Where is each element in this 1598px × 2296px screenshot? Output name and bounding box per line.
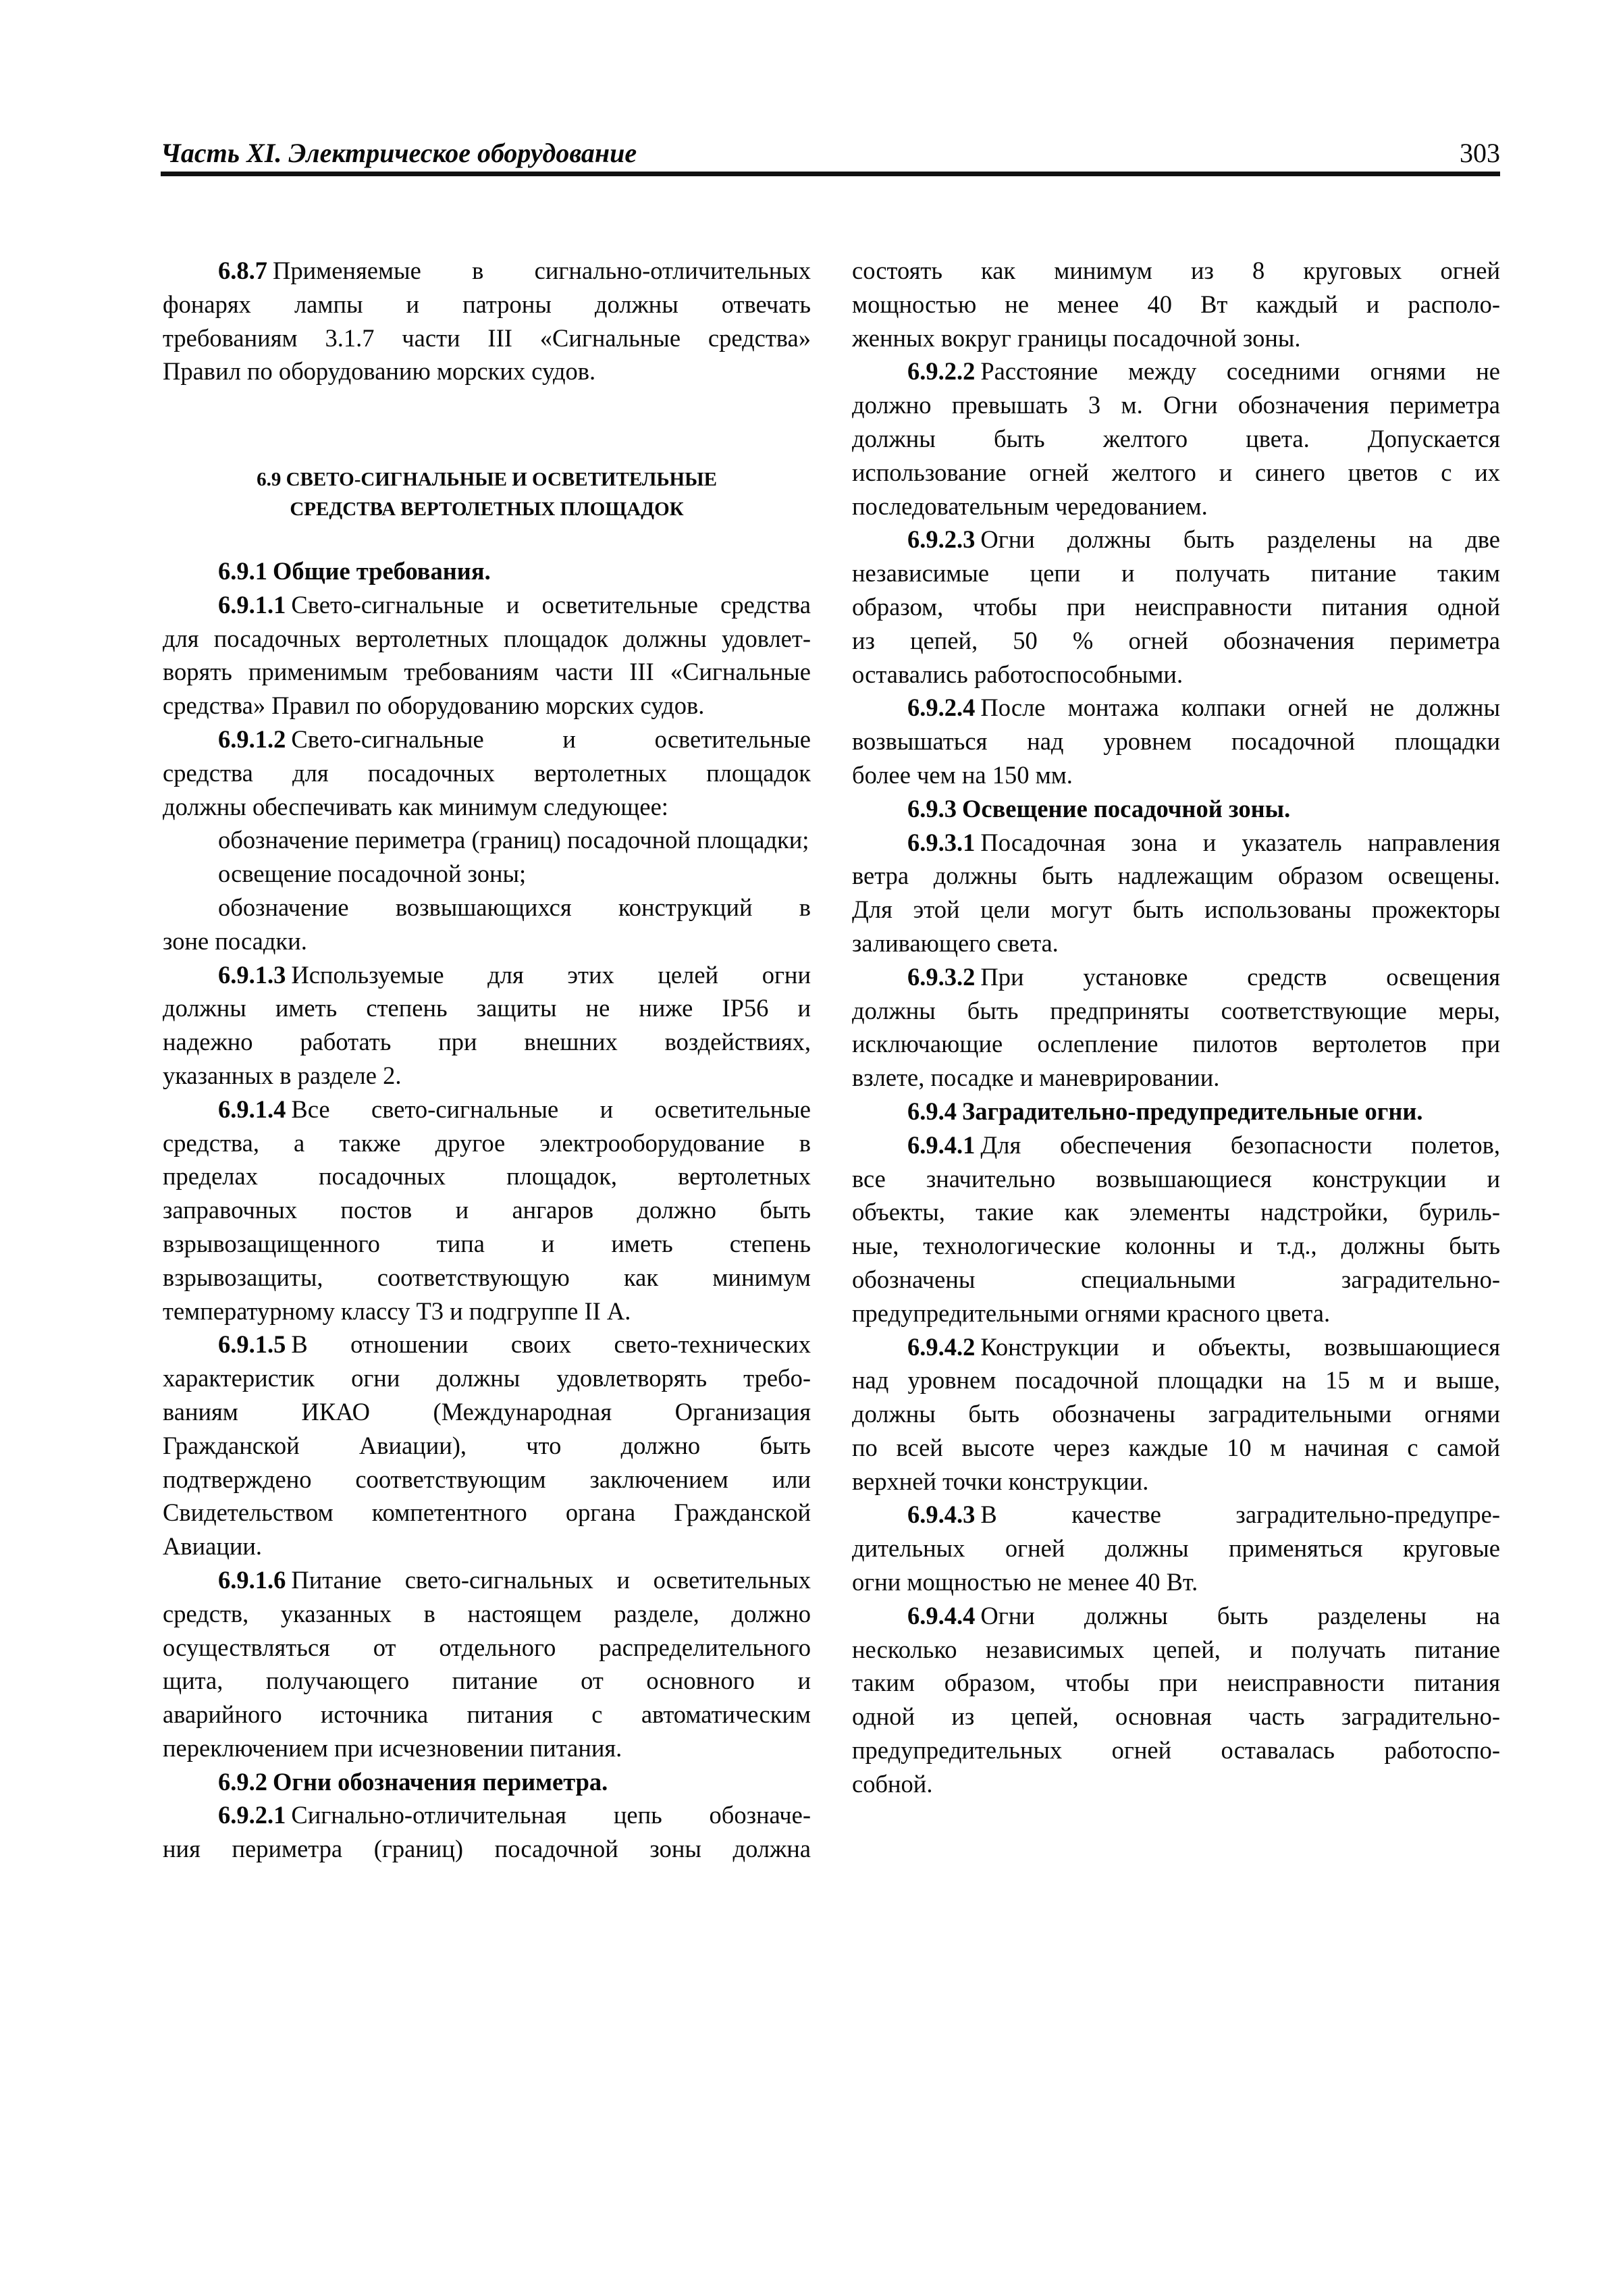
text-line [163,655,811,689]
paragraph [163,1563,811,1765]
line-text: должны иметь степень защиты не ниже IP56 и [163,994,811,1022]
clause-number: 6.9.3.2 [907,962,976,991]
paragraph [163,891,811,958]
clause-number: 6.9.1.5 [218,1330,286,1359]
text-line [163,857,811,891]
line-text: исключающие ослепление пилотов вертолетов при [852,1030,1500,1058]
line-text: должны быть предприняты соответствующие меры, [852,996,1500,1024]
text-line [163,1159,811,1193]
line-text: последовательным чередованием. [852,492,1208,520]
line-text: Используемые для этих целей огни [291,960,811,989]
text-line [163,891,811,924]
paragraph [852,1330,1500,1498]
text-line [163,756,811,790]
paragraph [852,960,1500,1095]
text-line [852,758,1500,792]
subsection-number: 6.9.1 [218,557,267,585]
text-line [163,254,811,288]
subsection-number: 6.9.3 [907,794,957,823]
running-header-title: Часть XI. Электрическое оборудование [161,138,637,168]
subsection-heading [852,1095,1500,1128]
text-line [852,355,1500,388]
text-line [163,622,811,656]
line-text: дительных огней должны применяться круговые [852,1534,1500,1563]
text-line [163,1059,811,1093]
text-line [852,1061,1500,1095]
text-line [852,1633,1500,1667]
line-text: переключением при исчезновении питания. [163,1733,622,1762]
line-text: несколько независимых цепей, и получать питание [852,1635,1500,1663]
line-text: заливающего света. [852,929,1059,957]
paragraph [163,823,811,857]
paragraph [163,1328,811,1563]
section-heading [163,465,811,524]
paragraph [163,857,811,891]
line-text: Питание свето-сигнальных и осветительных [291,1565,811,1594]
text-line [163,1463,811,1496]
text-line [852,994,1500,1028]
text-line [163,355,811,388]
line-text: аварийного источника питания с автоматическим [163,1700,811,1729]
subsection-title: Общие требования. [273,557,491,585]
line-text: Посадочная зона и указатель направления [980,828,1500,856]
text-line [852,1330,1500,1364]
line-text: Для этой цели могут быть использованы прожекторы [852,895,1500,924]
text-line [163,588,811,622]
line-text: средств, указанных в настоящем разделе, должно [163,1599,811,1627]
subsection-number: 6.9.4 [907,1097,957,1125]
text-line [852,1565,1500,1599]
subsection-title: Огни обозначения периметра. [273,1767,608,1796]
text-line [852,927,1500,960]
text-line [163,1832,811,1866]
text-line [852,658,1500,692]
line-text: огни мощностью не менее 40 Вт. [852,1568,1198,1596]
text-line [852,523,1500,556]
paragraph [163,958,811,1093]
line-text: таким образом, чтобы при неисправности питания [852,1669,1500,1697]
clause-number: 6.9.1.2 [218,725,286,753]
text-line [852,254,1500,288]
text-line [163,1126,811,1160]
text-line [163,1563,811,1597]
line-text: оставались работоспособными. [852,660,1183,688]
subsection-heading [852,792,1500,826]
paragraph [852,691,1500,791]
line-text: для посадочных вертолетных площадок должны удовлет- [163,624,811,652]
line-text: использование огней желтого и синего цветов с их [852,458,1500,486]
line-text: более чем на 150 мм. [852,760,1073,789]
clause-number: 6.9.4.2 [907,1332,976,1361]
clause-number: 6.9.1.6 [218,1565,286,1594]
paragraph [163,588,811,723]
line-text: характеристик огни должны удовлетворять требо- [163,1364,811,1392]
line-text: Гражданской Авиации), что должно быть [163,1431,811,1459]
text-line [852,1498,1500,1532]
text-line [163,689,811,723]
text-line [163,1664,811,1698]
line-text: возвышаться над уровнем посадочной площадки [852,727,1500,756]
text-line [852,490,1500,523]
text-line [163,924,811,958]
paragraph [852,826,1500,960]
paragraph [852,1128,1500,1330]
line-text: все значительно возвышающиеся конструкции и [852,1164,1500,1193]
clause-number: 6.9.2.2 [907,357,976,386]
line-text: Авиации. [163,1532,263,1561]
paragraph [852,523,1500,691]
text-line [163,1361,811,1395]
paragraph [852,1599,1500,1801]
line-text: Свидетельством компетентного органа Гражданской [163,1498,811,1527]
line-text: пределах посадочных площадок, вертолетных [163,1162,811,1191]
text-line [163,321,811,355]
text-line [852,1195,1500,1229]
line-text: освещение посадочной зоны; [218,860,527,888]
line-text: ветра должны быть надлежащим образом освещены. [852,862,1500,890]
line-text: ворять применимым требованиям части III «Сигнальные [163,658,811,686]
text-line [852,1397,1500,1431]
text-line [163,1093,811,1126]
text-line [852,1700,1500,1733]
text-line [852,826,1500,860]
text-line [163,790,811,824]
clause-number: 6.9.4.1 [907,1130,976,1159]
text-line [163,1798,811,1832]
line-text: указанных в разделе 2. [163,1061,402,1089]
line-text: средства, а также другое электрооборудование в [163,1128,811,1157]
line-text: должно превышать 3 м. Огни обозначения периметра [852,391,1500,419]
text-line [852,1229,1500,1263]
section-heading-line: СРЕДСТВА ВЕРТОЛЕТНЫХ ПЛОЩАДОК [290,498,684,520]
line-text: После монтажа колпаки огней не должны [980,694,1500,722]
text-line [852,590,1500,624]
subsection-title: Освещение посадочной зоны. [962,794,1291,823]
subsection-heading [163,554,811,588]
text-line [163,1530,811,1563]
clause-number: 6.9.1.1 [218,590,286,619]
page-number: 303 [1460,138,1500,168]
line-text: одной из цепей, основная часть заградительно- [852,1702,1500,1731]
paragraph [852,1498,1500,1598]
text-line [163,1631,811,1665]
clause-number: 6.9.4.3 [907,1501,976,1529]
line-text: осуществляться от отдельного распределительного [163,1633,811,1661]
left-column [163,554,811,1866]
line-text: средства» Правил по оборудованию морских судов. [163,692,705,720]
line-text: Расстояние между соседними огнями не [980,357,1500,386]
line-text: объекты, такие как элементы надстройки, буриль- [852,1198,1500,1226]
line-text: ные, технологические колонны и т.д., должны быть [852,1232,1500,1260]
line-text: температурному классу Т3 и подгруппе II А. [163,1297,631,1325]
line-text: В качестве заградительно-предупре- [980,1501,1500,1529]
line-text: Огни должны быть разделены на две [980,525,1500,554]
line-text: из цепей, 50 % огней обозначения периметра [852,626,1500,654]
line-text: образом, чтобы при неисправности питания одной [852,592,1500,621]
right-column [852,254,1500,1801]
line-text: ваниям ИКАО (Международная Организация [163,1397,811,1426]
paragraph [163,1798,811,1866]
line-text: Конструкции и объекты, возвышающиеся [980,1332,1500,1361]
text-line [852,1532,1500,1565]
text-line [163,1261,811,1295]
text-line [163,991,811,1025]
line-text: При установке средств освещения [980,962,1500,991]
line-text: взрывозащиты, соответствующую как минимум [163,1263,811,1291]
text-line [852,1363,1500,1397]
line-text: мощностью не менее 40 Вт каждый и располо- [852,290,1500,318]
text-line [163,1429,811,1463]
text-line [163,1328,811,1361]
text-line [852,893,1500,927]
subsection-number: 6.9.2 [218,1767,267,1796]
line-text: Свето-сигнальные и осветительные средства [291,590,811,619]
paragraph [852,254,1500,355]
clause-number: 6.9.1.3 [218,960,286,989]
line-text: предупредительных огней оставалась работоспо- [852,1736,1500,1765]
clause-number: 6.9.2.1 [218,1801,286,1829]
text-line [852,1431,1500,1465]
paragraph [852,355,1500,523]
text-line [852,288,1500,321]
clause-number: 6.8.7 [218,257,267,284]
line-text: Применяемые в сигнально-отличительных [273,257,811,284]
line-text: обозначены специальными заградительно- [852,1265,1500,1293]
text-line [852,1666,1500,1700]
text-line [852,1465,1500,1498]
paragraph [163,1093,811,1328]
text-line [163,1025,811,1059]
line-text: Свето-сигнальные и осветительные [291,725,811,753]
line-text: должны быть желтого цвета. Допускается [852,424,1500,452]
text-line [163,1295,811,1328]
line-text: обозначение возвышающихся конструкций в [218,893,811,921]
line-text: взлете, посадке и маневрировании. [852,1064,1220,1092]
text-line [852,1263,1500,1297]
line-text: ния периметра (границ) посадочной зоны должна [163,1835,811,1863]
line-text: заправочных постов и ангаров должно быть [163,1196,811,1224]
text-line [163,958,811,992]
text-line [852,960,1500,994]
text-line [852,1767,1500,1801]
clause-number: 6.9.3.1 [907,828,976,856]
clause-number: 6.9.2.4 [907,694,976,722]
subsection-title: Заградительно-предупредительные огни. [962,1097,1423,1125]
paragraph [163,254,811,388]
line-text: должны обеспечивать как минимум следующее: [163,792,668,820]
text-line [163,1193,811,1227]
text-line [163,823,811,857]
text-line [852,556,1500,590]
line-text: требованиям 3.1.7 части III «Сигнальные средства» [163,323,811,352]
text-line [852,388,1500,422]
text-line [852,691,1500,725]
line-text: над уровнем посадочной площадки на 15 м и выше, [852,1366,1500,1394]
line-text: надежно работать при внешних воздействиях, [163,1028,811,1056]
line-text: состоять как минимум из 8 круговых огней [852,257,1500,284]
line-text: щита, получающего питание от основного и [163,1667,811,1695]
line-text: Все свето-сигнальные и осветительные [291,1095,811,1123]
text-line [852,725,1500,758]
line-text: женных вокруг границы посадочной зоны. [852,323,1301,352]
text-line [852,1599,1500,1633]
text-line [852,859,1500,893]
line-text: В отношении своих свето-технических [291,1330,811,1359]
text-line [852,1027,1500,1061]
line-text: взрывозащищенного типа и иметь степень [163,1229,811,1257]
clause-number: 6.9.4.4 [907,1601,976,1629]
text-line [163,1597,811,1631]
line-text: собной. [852,1769,933,1798]
text-line [852,1297,1500,1330]
text-line [852,422,1500,456]
subsection-heading [163,1765,811,1799]
line-text: верхней точки конструкции. [852,1467,1149,1495]
text-line [163,288,811,321]
text-line [852,1162,1500,1196]
text-line [163,1395,811,1429]
text-line [852,1128,1500,1162]
text-line [852,624,1500,658]
line-text: подтверждено соответствующим заключением или [163,1465,811,1493]
line-text: по всей высоте через каждые 10 м начиная с самой [852,1433,1500,1461]
text-line [852,456,1500,490]
text-line [163,1227,811,1261]
line-text: зоне посадки. [163,927,307,955]
text-line [163,723,811,756]
line-text: Сигнально-отличительная цепь обозначе- [291,1801,811,1829]
line-text: фонарях лампы и патроны должны отвечать [163,290,811,318]
line-text: средства для посадочных вертолетных площадок [163,758,811,787]
left-column-top [163,254,811,388]
running-header [161,132,1500,176]
text-line [163,1496,811,1530]
line-text: Огни должны быть разделены на [980,1601,1500,1629]
clause-number: 6.9.2.3 [907,525,976,554]
clause-number: 6.9.1.4 [218,1095,286,1123]
text-line [163,1731,811,1765]
line-text: Для обеспечения безопасности полетов, [980,1130,1500,1159]
line-text: обозначение периметра (границ) посадочной площадки; [218,826,809,854]
line-text: должны быть обозначены заградительными огнями [852,1400,1500,1428]
line-text: независимые цепи и получать питание таким [852,559,1500,588]
text-line [852,1733,1500,1767]
section-heading-line: 6.9 СВЕТО-СИГНАЛЬНЫЕ И ОСВЕТИТЕЛЬНЫЕ [257,469,717,490]
line-text: предупредительными огнями красного цвета. [852,1299,1331,1327]
text-line [852,321,1500,355]
paragraph [163,723,811,823]
line-text: Правил по оборудованию морских судов. [163,357,596,386]
text-line [163,1698,811,1731]
